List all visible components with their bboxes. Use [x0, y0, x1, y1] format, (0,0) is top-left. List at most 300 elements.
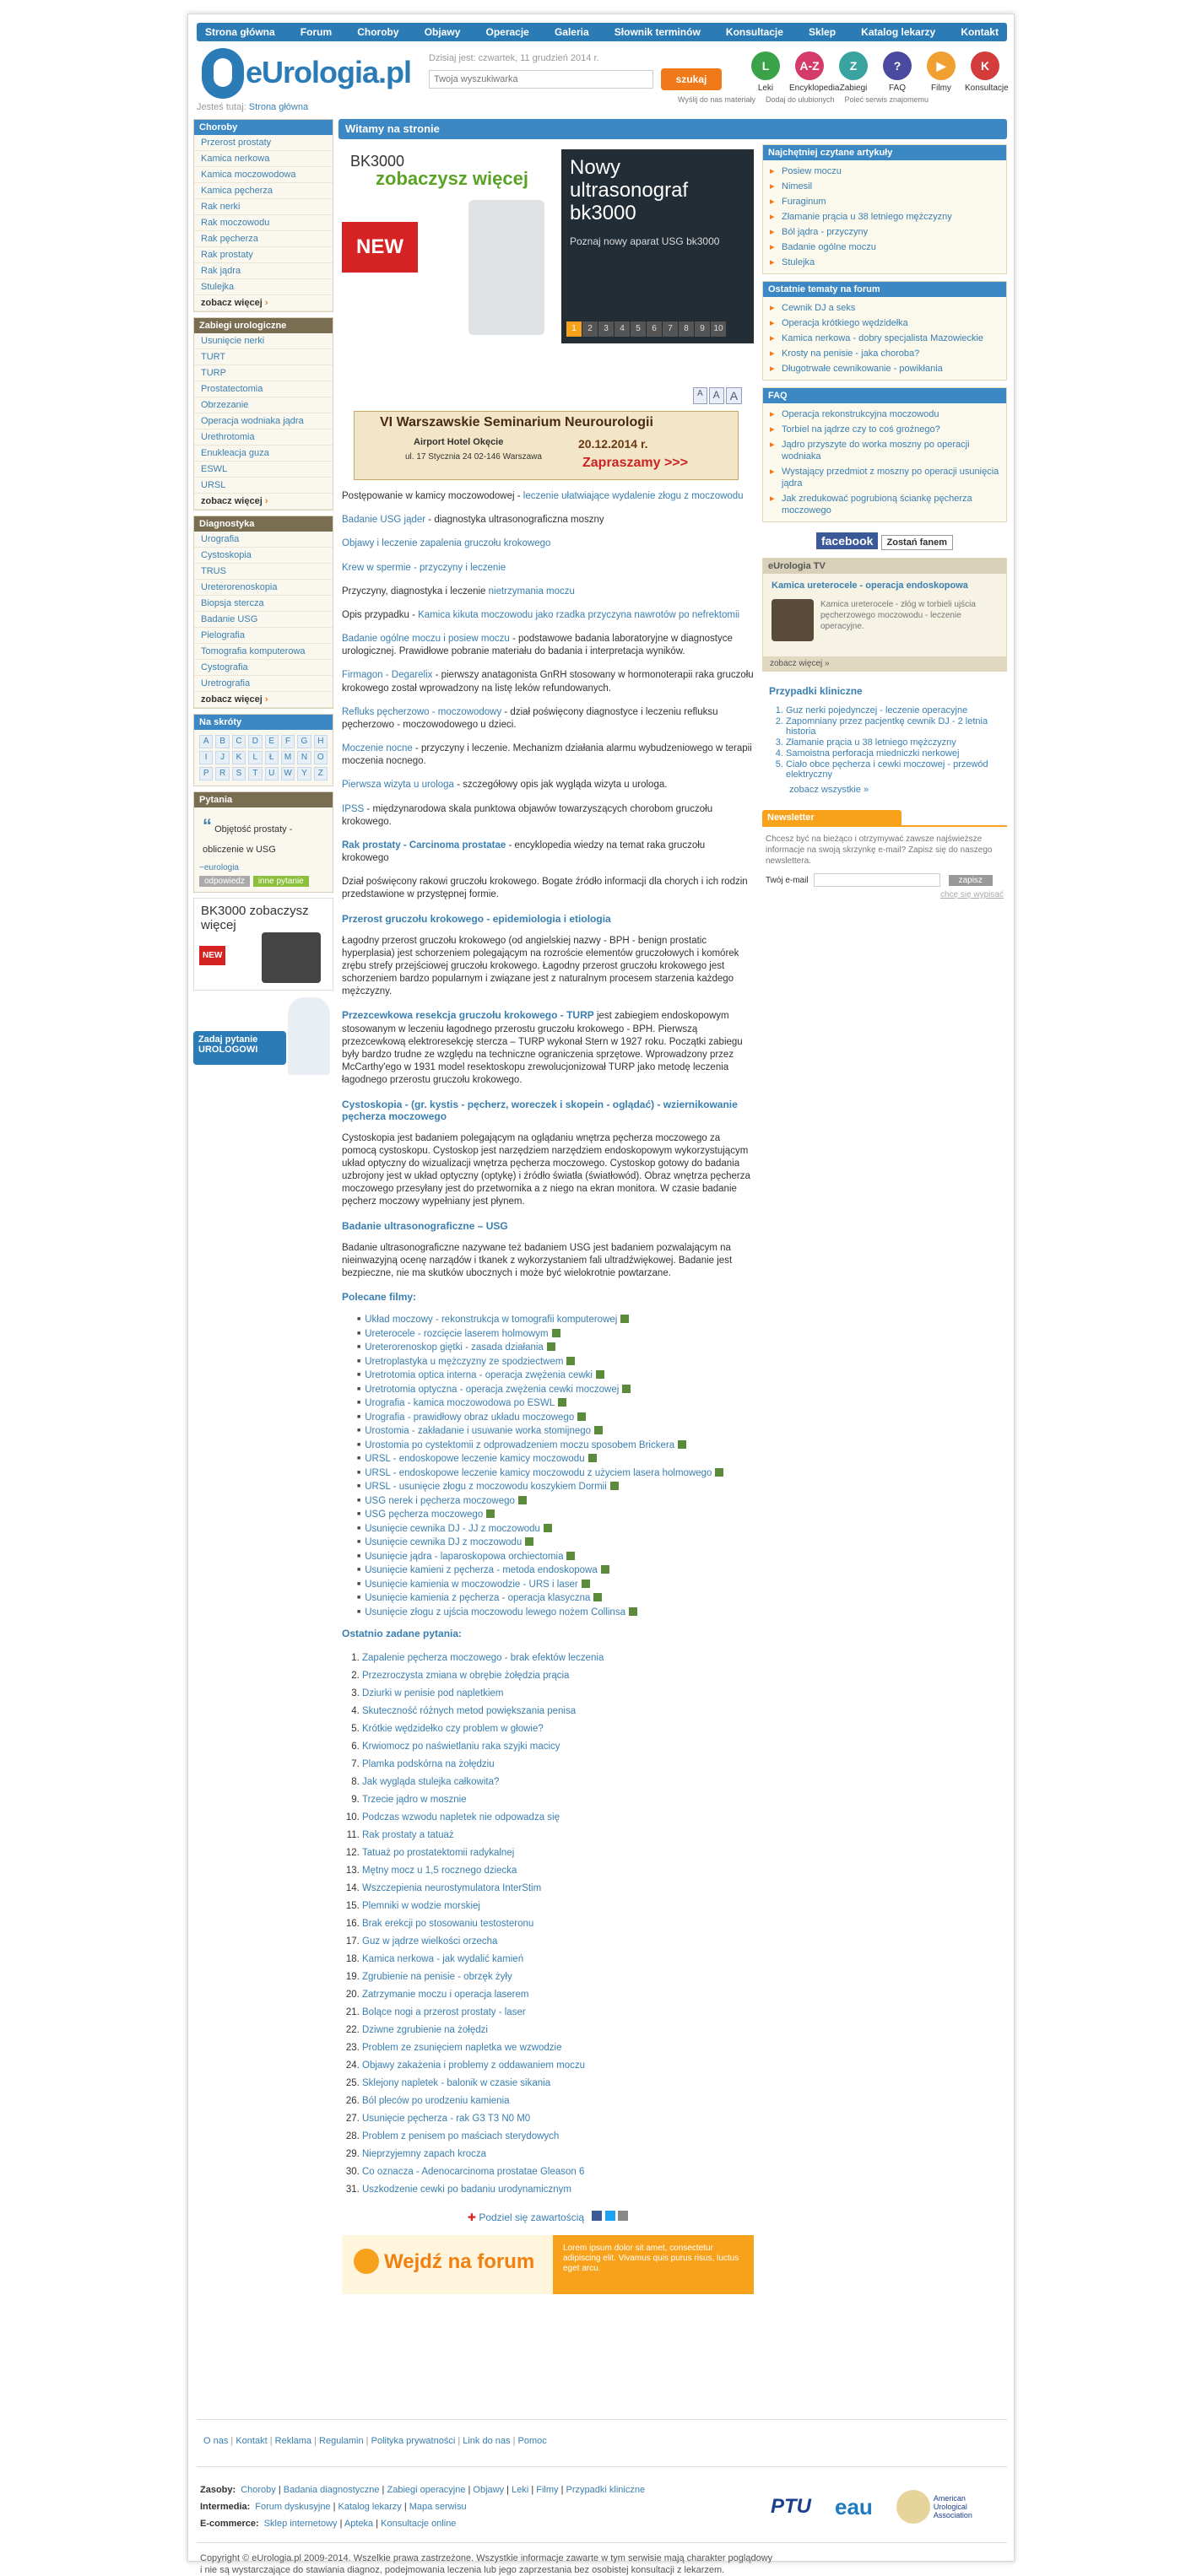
sidebar-item-rak-prostaty[interactable]: Rak prostaty [194, 247, 333, 263]
video-icon [629, 1607, 637, 1616]
question-item[interactable] [362, 2075, 754, 2093]
tv-more[interactable]: zobacz więcej » [763, 656, 1006, 671]
film-title: Urostomia po cystektomii z odprowadzeniem moczu sposobem Brickera [365, 1439, 675, 1450]
film-item[interactable] [357, 1563, 754, 1578]
letter-11[interactable]: L [248, 751, 262, 764]
video-icon [566, 1357, 575, 1365]
popular-item[interactable]: ▸ Furaginum [763, 194, 1006, 209]
paragraph-text: Przyczyny, diagnostyka i leczenie [342, 586, 489, 597]
forum-item[interactable]: ▸ Kamica nerkowa - dobry specjalista Mazowieckie [763, 331, 1006, 346]
paragraph-link[interactable]: Objawy i leczenie zapalenia gruczołu krokowego [342, 538, 551, 549]
case-item[interactable]: 1. Guz nerki pojedynczej - leczenie operacyjne [786, 705, 1000, 716]
ask-urologist-ad[interactable] [193, 997, 333, 1078]
question-link: Dziurki w penisie pod napletkiem [362, 1688, 504, 1699]
font-size-2[interactable]: A [726, 387, 742, 404]
video-icon [601, 1565, 609, 1574]
faq-box [762, 387, 1007, 522]
popular-item[interactable]: ▸ Nimesil [763, 179, 1006, 194]
paragraph-link[interactable]: Moczenie nocne [342, 743, 413, 754]
ask-urologist-text: Zadaj pytanie UROLOGOWI [193, 1031, 286, 1065]
diagnostyka-title: Diagnostyka [194, 516, 333, 532]
sidebar-item-stulejka[interactable]: Stulejka [194, 279, 333, 295]
letter-6[interactable]: G [297, 735, 311, 748]
letter-13[interactable]: M [281, 751, 295, 764]
sidebar-item-rak-moczowodu[interactable]: Rak moczowodu [194, 215, 333, 231]
question-item[interactable] [362, 2110, 754, 2128]
seminar-cta: Zapraszamy >>> [582, 456, 688, 470]
paragraph-link[interactable]: Kamica kikuta moczowodu jako rzadka przyczyna nawrotów po nefrektomii [418, 609, 740, 620]
question-link: Mętny mocz u 1,5 rocznego dziecka [362, 1866, 517, 1877]
popular-item[interactable]: ▸ Badanie ogólne moczu [763, 240, 1006, 255]
question-item[interactable] [362, 2004, 754, 2022]
footer-link-regulamin[interactable]: Regulamin [319, 2436, 364, 2446]
footer-sitemap [200, 2481, 645, 2532]
answer-button[interactable]: odpowiedz [199, 876, 250, 887]
usg-heading[interactable]: Badanie ultrasonograficzne – USG [342, 1219, 508, 1232]
film-item[interactable] [357, 1313, 754, 1327]
slide-page-10[interactable]: 10 [711, 321, 726, 337]
slide-page-2[interactable]: 2 [582, 321, 598, 337]
letter-8[interactable]: I [199, 751, 213, 764]
video-icon [620, 1315, 629, 1323]
letter-5[interactable]: F [281, 735, 295, 748]
film-item[interactable] [357, 1508, 754, 1522]
nav-objawy[interactable]: Objawy [424, 26, 461, 38]
footer-link-reklama[interactable]: Reklama [274, 2436, 312, 2446]
paragraph-link[interactable]: Refluks pęcherzowo - moczowodowy [342, 706, 502, 717]
share-icon: ✚ [467, 2211, 476, 2224]
film-item[interactable] [357, 1383, 754, 1397]
sidebar-item-turt[interactable]: TURT [194, 349, 333, 365]
question-item[interactable] [362, 1685, 754, 1703]
quick-label: Encyklopedia [789, 84, 840, 93]
popular-item[interactable]: ▸ Stulejka [763, 255, 1006, 270]
footer-sitemap-link[interactable]: Sklep internetowy [263, 2519, 338, 2529]
video-icon [622, 1385, 631, 1393]
faq-item[interactable]: ▸ Operacja rekonstrukcyjna moczowodu [763, 407, 1006, 422]
question-item[interactable] [362, 1933, 754, 1951]
zabiegi-more-link[interactable] [194, 494, 333, 510]
question-link: Ból pleców po urodzeniu kamienia [362, 2096, 510, 2107]
paragraph-link[interactable]: Badanie USG jąder [342, 515, 426, 526]
paragraph-link[interactable]: Firmagon - Degarelix [342, 670, 433, 681]
question-item[interactable] [362, 1667, 754, 1685]
question-item[interactable] [362, 1951, 754, 1968]
separator: | [275, 2485, 284, 2495]
newsletter-email-label: Twój e-mail [766, 875, 809, 885]
film-item[interactable] [357, 1411, 754, 1425]
case-item[interactable]: 3. Złamanie prącia u 38 letniego mężczyzny [786, 737, 1000, 748]
sidebar-item-turp[interactable]: TURP [194, 365, 333, 381]
letter-9[interactable]: J [215, 751, 229, 764]
eau-logo[interactable]: eau [835, 2493, 873, 2519]
question-item[interactable] [362, 1703, 754, 1720]
forum-people-icon [354, 2249, 379, 2274]
sidebar-item-tomografia-komputerowa[interactable]: Tomografia komputerowa [194, 644, 333, 660]
footer-row-label: Intermedia: [200, 2502, 251, 2512]
question-item[interactable] [362, 1650, 754, 1667]
diagnostyka-box [193, 516, 333, 709]
search-button[interactable]: szukaj [661, 68, 722, 90]
cysto-heading[interactable]: Cystoskopia - (gr. kystis - pęcherz, woreczek i skopein - oglądać) - wziernikowanie pęcherza moczowego [342, 1098, 738, 1122]
cases-more[interactable]: zobacz wszystkie » [789, 785, 869, 795]
sidebar-item-trus[interactable]: TRUS [194, 564, 333, 580]
video-icon [577, 1412, 586, 1421]
question-item[interactable] [362, 2093, 754, 2110]
top-link-polec-serwis-znajomemu[interactable]: Poleć serwis znajomemu [844, 95, 929, 104]
question-link: Dziwne zgrubienie na żołędzi [362, 2025, 488, 2036]
case-item[interactable]: 5. Ciało obce pęcherza i cewki moczowej - przewód elektryczny [786, 759, 1000, 780]
letter-20[interactable]: U [265, 767, 279, 780]
film-title: Usunięcie kamienia w moczowodzie - URS i laser [365, 1579, 578, 1590]
film-item[interactable] [357, 1606, 754, 1620]
footer-sitemap-link[interactable]: Filmy [536, 2485, 559, 2495]
film-item[interactable] [357, 1466, 754, 1481]
question-link: Problem ze zsunięciem napletka we wzwodzie [362, 2043, 562, 2054]
nav-sklep[interactable]: Sklep [809, 26, 837, 38]
site-logo[interactable] [202, 46, 412, 105]
film-item[interactable] [357, 1452, 754, 1466]
paragraph-link[interactable]: Badanie ogólne moczu i posiew moczu [342, 634, 510, 645]
question-item[interactable] [362, 1862, 754, 1880]
encyklopedia-icon: A-Z [795, 51, 824, 80]
letter-1[interactable]: B [215, 735, 229, 748]
quick-faq[interactable] [877, 51, 918, 93]
forum-item[interactable]: ▸ Cewnik DJ a seks [763, 300, 1006, 316]
sidebar-item-uretrografia[interactable]: Uretrografia [194, 676, 333, 692]
slide-page-4[interactable]: 4 [615, 321, 630, 337]
footer-sitemap-link[interactable]: Zabiegi operacyjne [387, 2485, 466, 2495]
film-item[interactable] [357, 1439, 754, 1453]
sidebar-item-enukleacja-guza[interactable]: Enukleacja guza [194, 446, 333, 462]
paragraph-link[interactable]: Pierwsza wizyta u urologa [342, 780, 454, 791]
sidebar-item-prostatectomia[interactable]: Prostatectomia [194, 381, 333, 397]
top-navigation [197, 23, 1007, 41]
footer-link-kontakt[interactable]: Kontakt [236, 2436, 268, 2446]
letter-17[interactable]: R [215, 767, 229, 780]
font-size-0[interactable]: A [693, 387, 707, 404]
footer-link-link-do-nas[interactable]: Link do nas [463, 2436, 511, 2446]
top-link-dodaj-do-ulubionych[interactable]: Dodaj do ulubionych [765, 95, 835, 104]
quick-encyklopedia[interactable] [789, 51, 840, 93]
faq-item[interactable]: ▸ Wystający przedmiot z moszny po operacji usunięcia jądra [763, 464, 1006, 491]
paragraph-text: - podstawowe badania laboratoryjne w diagnostyce urologicznej. Prawidłowe pobranie materiału do badania i interpretacja wyników. [342, 634, 733, 657]
popular-item[interactable]: ▸ Złamanie prącia u 38 letniego mężczyzny [763, 209, 1006, 224]
question-item[interactable] [362, 2146, 754, 2163]
quick-label: Konsultacje [965, 84, 1009, 93]
video-thumbnail[interactable] [772, 599, 814, 641]
film-item[interactable] [357, 1355, 754, 1369]
turp-text: jest zabiegiem endoskopowym stosowanym w leczeniu łagodnego przerostu gruczołu krokowego - BPH. Pierwszą przezcewkową elektroresekcję sterczа – TURP wykonał Stern w 1927 roku. Początki zabiegu były bardzo trudne ze względu na techniczne ograniczenia sprzętowe. Wprowadzony przez McCarthy'ego w 1931 model resektoskopu zrewolucjonizował TURP jako metodę leczenia łagodnego przerostu gruczołu krokowego. [342, 1011, 743, 1086]
separator: | [330, 2502, 338, 2512]
slide-page-6[interactable]: 6 [647, 321, 662, 337]
forum-item[interactable]: ▸ Krosty na penisie - jaka choroba? [763, 346, 1006, 361]
letter-15[interactable]: O [314, 751, 328, 764]
question-item[interactable] [362, 1898, 754, 1915]
sidebar-item-ursl[interactable]: URSL [194, 478, 333, 494]
quick-label: Filmy [931, 84, 951, 93]
sidebar-item-operacja-wodniaka-ja-dra[interactable]: Operacja wodniaka jądra [194, 413, 333, 429]
footer-sitemap-link[interactable]: Badania diagnostyczne [283, 2485, 380, 2495]
sidebar-item-ureterorenoskopia[interactable]: Ureterorenoskopia [194, 580, 333, 596]
slider[interactable] [338, 149, 754, 343]
slide-heading: Nowy ultrasonograf bk3000 [570, 156, 689, 224]
sidebar-item-przerost-prostaty[interactable]: Przerost prostaty [194, 135, 333, 151]
film-item[interactable] [357, 1396, 754, 1411]
pytania-box [193, 791, 333, 893]
question-link: Nieprzyjemny zapach krocza [362, 2149, 487, 2160]
question-item[interactable] [362, 1827, 754, 1844]
question-item[interactable] [362, 2022, 754, 2039]
paragraph-text: - dział poświęcony diagnostyce i leczeniu refluksu pęcherzowo - moczowodowego u dzieci. [342, 706, 718, 730]
film-item[interactable] [357, 1424, 754, 1439]
sidebar-item-obrzezanie[interactable]: Obrzezanie [194, 397, 333, 413]
question-item[interactable] [362, 2057, 754, 2075]
faq-item[interactable]: ▸ Jak zredukować pogrubioną ściankę pęcherza moczowego [763, 491, 1006, 518]
faq-item[interactable]: ▸ Torbiel na jądrze czy to coś groźnego? [763, 422, 1006, 437]
sidebar-item-kamica-pe-cherza[interactable]: Kamica pęcherza [194, 183, 333, 199]
twitter-icon[interactable] [605, 2211, 615, 2221]
alphabet-index [194, 730, 333, 786]
quick-konsultacje[interactable] [965, 51, 1009, 93]
question-item[interactable] [362, 1720, 754, 1738]
slide-page-5[interactable]: 5 [631, 321, 646, 337]
faq-title: FAQ [763, 388, 1006, 403]
slide-caption [561, 149, 754, 343]
sidebar-item-biopsja-stercz[interactable]: Biopsja sterczа [194, 596, 333, 612]
partner-logos [771, 2490, 981, 2524]
nav-operacje[interactable]: Operacje [485, 26, 529, 38]
letter-14[interactable]: N [297, 751, 311, 764]
film-title: Usunięcie cewnika DJ - JJ z moczowodu [365, 1523, 540, 1534]
letter-19[interactable]: T [248, 767, 262, 780]
sidebar-item-rak-pe-cherza[interactable]: Rak pęcherza [194, 231, 333, 247]
question-item[interactable] [362, 1880, 754, 1898]
facebook-fan[interactable] [762, 534, 1007, 548]
letter-2[interactable]: C [232, 735, 246, 748]
film-item[interactable] [357, 1536, 754, 1550]
paragraph-text: Postępowanie w kamicy moczowodowej - [342, 491, 523, 501]
quick-filmy[interactable] [921, 51, 961, 93]
footer-sitemap-link[interactable]: Konsultacje online [381, 2519, 457, 2529]
other-question-button[interactable]: inne pytanie [253, 876, 309, 887]
turp-heading[interactable]: Przezcewkowa resekcja gruczołu krokowego - TURP [342, 1009, 594, 1022]
sidebar-item-kamica-nerkowa[interactable]: Kamica nerkowa [194, 151, 333, 167]
letter-4[interactable]: E [265, 735, 279, 748]
popular-item[interactable]: ▸ Ból jądra - przyczyny [763, 224, 1006, 240]
paragraph-link[interactable]: IPSS [342, 803, 365, 814]
faq-icon: ? [883, 51, 912, 80]
letter-16[interactable]: P [199, 767, 213, 780]
nav-konsultacje[interactable]: Konsultacje [725, 26, 783, 38]
footer-sitemap-link[interactable]: Objawy [473, 2485, 505, 2495]
sidebar-item-urografia[interactable]: Urografia [194, 532, 333, 548]
zabiegi-icon: Z [839, 51, 868, 80]
film-title: Usunięcie kamieni z pęcherza - metoda endoskopowa [365, 1565, 598, 1576]
video-icon [594, 1426, 603, 1434]
font-size-1[interactable]: A [709, 387, 724, 404]
footer-sitemap-link[interactable]: Katalog lekarzy [338, 2502, 402, 2512]
footer-sitemap-link[interactable]: Przypadki kliniczne [566, 2485, 646, 2495]
sidebar-item-eswl[interactable]: ESWL [194, 462, 333, 478]
more-label: zobacz więcej [201, 298, 263, 308]
letter-12[interactable]: Ł [265, 751, 279, 764]
forum-item[interactable]: ▸ Operacja krótkiego wędzidełka [763, 316, 1006, 331]
video-icon [588, 1454, 597, 1462]
choroby-more-link[interactable] [194, 295, 333, 311]
question-link: Objawy zakażenia i problemy z oddawaniem moczu [362, 2060, 585, 2071]
separator: | [337, 2519, 344, 2529]
pytanie-quote[interactable]: Objętość prostaty - obliczenie w USG [203, 824, 293, 855]
sidebar-item-pielografia[interactable]: Pielografia [194, 628, 333, 644]
letter-0[interactable]: A [199, 735, 213, 748]
film-item[interactable] [357, 1578, 754, 1592]
ptu-logo[interactable]: PTU [771, 2495, 811, 2518]
sidebar-item-usunie-cie-nerki[interactable]: Usunięcie nerki [194, 333, 333, 349]
question-item[interactable] [362, 2039, 754, 2057]
footer-sitemap-link[interactable]: Choroby [241, 2485, 276, 2495]
video-icon [552, 1329, 560, 1337]
email-icon[interactable] [618, 2211, 628, 2221]
share-link[interactable]: Podziel się zawartością [479, 2211, 585, 2224]
faq-item[interactable]: ▸ Jądro przyszyte do worka moszny po operacji wodniaka [763, 437, 1006, 464]
question-item[interactable] [362, 1756, 754, 1774]
question-item[interactable] [362, 2163, 754, 2181]
nav-kontakt[interactable]: Kontakt [961, 26, 999, 38]
letter-7[interactable]: H [314, 735, 328, 748]
quick-zabiegi[interactable] [833, 51, 874, 93]
question-item[interactable] [362, 1986, 754, 2004]
intro-paragraph [342, 490, 754, 503]
question-link: Krótkie wędzidełko czy problem w głowie? [362, 1724, 544, 1735]
separator: | [510, 2436, 518, 2446]
nav-galeria[interactable]: Galeria [554, 26, 589, 38]
letter-21[interactable]: W [281, 767, 295, 780]
paragraph-link[interactable]: nietrzymania moczu [488, 586, 575, 597]
current-date: Dzisiaj jest: czwartek, 11 grudzień 2014 r. [429, 53, 599, 63]
left-sidebar [193, 119, 333, 1078]
footer-link-o-nas[interactable]: O nas [203, 2436, 229, 2446]
letter-18[interactable]: S [232, 767, 246, 780]
slide-page-7[interactable]: 7 [663, 321, 678, 337]
question-item[interactable] [362, 2128, 754, 2146]
bk3000-side-ad[interactable] [193, 898, 333, 991]
letter-22[interactable]: Y [297, 767, 311, 780]
facebook-icon[interactable] [592, 2211, 602, 2221]
popular-item[interactable]: ▸ Posiew moczu [763, 164, 1006, 179]
question-item[interactable] [362, 1809, 754, 1827]
case-item[interactable]: 4. Samoistna perforacja miedniczki nerkowej [786, 748, 1000, 759]
main-area [338, 119, 1007, 2274]
letter-23[interactable]: Z [314, 767, 328, 780]
bph-heading[interactable]: Przerost gruczołu krokowego - epidemiologia i etiologia [342, 912, 611, 925]
tv-video-title[interactable]: Kamica ureterocele - operacja endoskopowa [772, 581, 968, 591]
separator: | [228, 2436, 236, 2446]
paragraph-link[interactable]: Krew w spermie - przyczyny i leczenie [342, 562, 506, 573]
search-input[interactable] [429, 70, 653, 89]
quick-leki[interactable] [745, 51, 786, 93]
slide-page-9[interactable]: 9 [695, 321, 710, 337]
film-item[interactable] [357, 1591, 754, 1606]
newsletter-email-input[interactable] [814, 873, 940, 887]
paragraph-link[interactable]: Rak prostaty - Carcinoma prostatae [342, 840, 506, 851]
question-link: Sklejony napletek - balonik w czasie sikania [362, 2078, 551, 2089]
film-title: Urostomia - zakładanie i usuwanie worka stomijnego [365, 1426, 592, 1437]
seminar-banner[interactable] [354, 411, 739, 480]
diagnostyka-more-link[interactable] [194, 692, 333, 708]
sidebar-item-rak-ja-dra[interactable]: Rak jądra [194, 263, 333, 279]
letter-10[interactable]: K [232, 751, 246, 764]
new-badge: NEW [342, 222, 418, 273]
sidebar-item-kamica-moczowodowa[interactable]: Kamica moczowodowa [194, 167, 333, 183]
paragraph-text: - szczegółowy opis jak wygląda wizyta u urologa. [453, 780, 668, 791]
question-item[interactable] [362, 1791, 754, 1809]
film-item[interactable] [357, 1550, 754, 1564]
slide-page-8[interactable]: 8 [679, 321, 694, 337]
nav-forum[interactable]: Forum [300, 26, 333, 38]
forum-banner[interactable] [342, 2235, 754, 2294]
forum-item[interactable]: ▸ Długotrwałe cewnikowanie - powikłania [763, 361, 1006, 376]
sidebar-item-cystografia[interactable]: Cystografia [194, 660, 333, 676]
footer-link-polityka-prywatnos-ci[interactable]: Polityka prywatności [371, 2436, 456, 2446]
letter-3[interactable]: D [248, 735, 262, 748]
sidebar-item-badanie-usg[interactable]: Badanie USG [194, 612, 333, 628]
paragraph-link[interactable]: leczenie ułatwiające wydalenie złogu z moczowodu [522, 491, 744, 501]
footer-sitemap-link[interactable]: Apteka [344, 2519, 374, 2529]
film-title: Usunięcie jądra - laparoskopowa orchiectomia [365, 1551, 564, 1562]
aua-logo: American Urological Association [933, 2494, 972, 2519]
question-item[interactable] [362, 1844, 754, 1862]
question-item[interactable] [362, 1915, 754, 1933]
choroby-box [193, 119, 333, 312]
nav-choroby[interactable]: Choroby [357, 26, 399, 38]
footer-sitemap-link[interactable]: Leki [512, 2485, 529, 2495]
footer-sitemap-link[interactable]: Forum dyskusyjne [255, 2502, 331, 2512]
sidebar-item-urethrotomia[interactable]: Urethrotomia [194, 429, 333, 446]
nav-katalog-lekarzy[interactable]: Katalog lekarzy [861, 26, 936, 38]
intro-paragraph [342, 706, 754, 732]
sidebar-item-cystoskopia[interactable]: Cystoskopia [194, 548, 333, 564]
question-item[interactable] [362, 1774, 754, 1791]
questions-list [342, 1650, 754, 2199]
question-item[interactable] [362, 2181, 754, 2199]
newsletter-unsubscribe[interactable]: chcę się wypisać [939, 890, 1004, 899]
film-item[interactable] [357, 1480, 754, 1494]
footer-sitemap-link[interactable]: Mapa serwisu [409, 2502, 467, 2512]
question-item[interactable] [362, 1738, 754, 1756]
sidebar-item-rak-nerki[interactable]: Rak nerki [194, 199, 333, 215]
newsletter-subscribe-button[interactable]: zapisz [949, 875, 993, 886]
separator: | [267, 2436, 275, 2446]
film-item[interactable] [357, 1327, 754, 1342]
film-item[interactable] [357, 1341, 754, 1355]
film-item[interactable] [357, 1494, 754, 1509]
slide-page-1[interactable]: 1 [566, 321, 582, 337]
nav-strona-g-o-wna[interactable]: Strona główna [205, 26, 275, 38]
film-title: Ureterocele - rozcięcie laserem holmowym [365, 1328, 549, 1339]
question-item[interactable] [362, 1968, 754, 1986]
footer-link-pomoc[interactable]: Pomoc [517, 2436, 547, 2446]
film-item[interactable] [357, 1369, 754, 1383]
case-item[interactable]: 2. Zapomniany przez pacjentkę cewnik DJ - 2 letnia historia [786, 716, 1000, 737]
nav-s-ownik-termino-w[interactable]: Słownik terminów [614, 26, 701, 38]
paragraph-text: - pierwszy anatagonista GnRH stosowany w hormonoterapii raka gruczołu krokowego został wprowadzony na listę leków refundowanych. [342, 670, 754, 694]
film-item[interactable] [357, 1522, 754, 1536]
top-link-wys-lij-do-nas-materia-y[interactable]: Wyślij do nas materiały [678, 95, 755, 104]
breadcrumb-home-link[interactable]: Strona główna [248, 102, 309, 112]
slide-page-3[interactable]: 3 [598, 321, 614, 337]
choroby-title: Choroby [194, 120, 333, 135]
